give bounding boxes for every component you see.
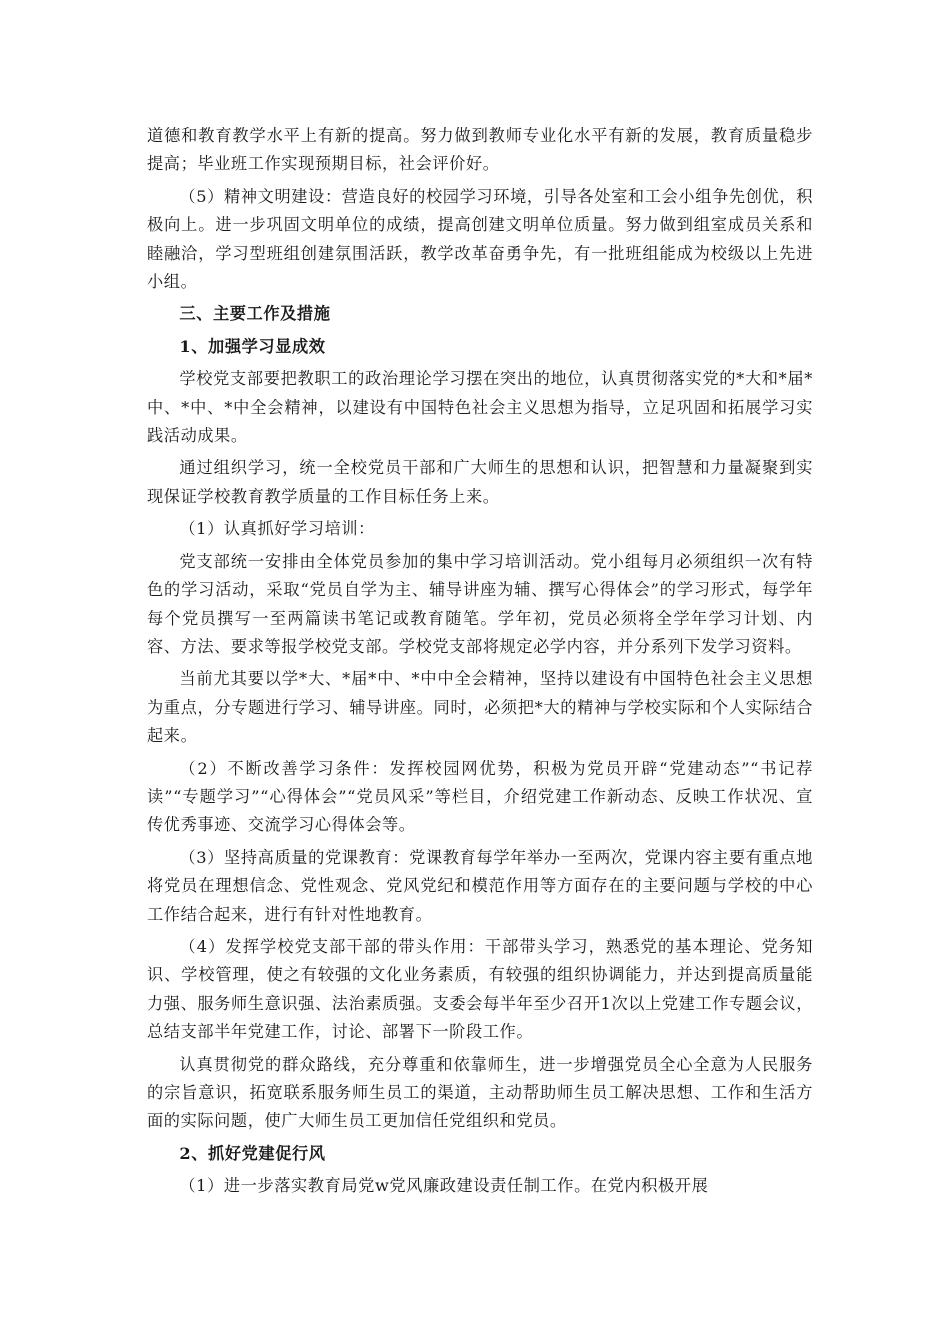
paragraph-study-training-title: （1）认真抓好学习培训： <box>179 519 375 539</box>
paragraph-unify-thinking: 通过组织学习，统一全校党员干部和广大师生的思想和认识，把智慧和力量凝聚到实现保证学校教育教学质量的工作目标任务上来。 <box>147 458 813 506</box>
paragraph-current-focus: 当前尤其要以学*大、*届*中、*中中全会精神，坚持以建设有中国特色社会主义思想为重点，分专题进行学习、辅导讲座。同时，必须把*大的精神与学校实际和个人实际结合起来。 <box>147 669 813 746</box>
document-body <box>147 122 813 1205</box>
subheading-party-building-conduct: 2、抓好党建促行风 <box>179 1143 326 1163</box>
paragraph-political-study: 学校党支部要把教职工的政治理论学习摆在突出的地位，认真贯彻落实党的*大和*届*中、*中、*中全会精神，以建设有中国特色社会主义思想为指导，立足巩固和拓展学习实践活动成果。 <box>147 369 813 446</box>
paragraph-party-lectures: （3）坚持高质量的党课教育：党课教育每学年举办一至两次，党课内容主要有重点地将党员在理想信念、党性观念、党风党纪和模范作用等方面存在的主要问题与学校的中心工作结合起来，进行有针对性地教育。 <box>147 847 813 924</box>
paragraph-centralized-training: 党支部统一安排由全体党员参加的集中学习培训活动。党小组每月必须组织一次有特色的学习活动，采取“党员自学为主、辅导讲座为辅、撰写心得体会”的学习形式，每学年每个党员撰写一至两篇读书笔记或教育随笔。学年初，党员必须将全学年学习计划、内容、方法、要求等报学校党支部。学校党支部将规定必学内容，并分系列下发学习资料。 <box>147 551 813 656</box>
paragraph-cadre-leadership: （4）发挥学校党支部干部的带头作用：干部带头学习，熟悉党的基本理论、党务知识、学校管理，使之有较强的文化业务素质，有较强的组织协调能力，并达到提高质量能力强、服务师生意识强、法治素质强。支委会每半年至少召开1次以上党建工作专题会议，总结支部半年党建工作，讨论、部署下一阶段工作。 <box>147 936 813 1042</box>
paragraph-spiritual-civilization: （5）精神文明建设：营造良好的校园学习环境，引导各处室和工会小组争先创优，积极向上。进一步巩固文明单位的成绩，提高创建文明单位质量。努力做到组室成员关系和睦融洽，学习型班组创建氛围活跃，教学改革奋勇争先，有一批班组能成为校级以上先进小组。 <box>147 186 813 292</box>
subheading-strengthen-study: 1、加强学习显成效 <box>179 336 326 356</box>
paragraph-ethics-continuation: 道德和教育教学水平上有新的提高。努力做到教师专业化水平有新的发展，教育质量稳步提高；毕业班工作实现预期目标，社会评价好。 <box>147 126 813 174</box>
paragraph-mass-line: 认真贯彻党的群众路线，充分尊重和依靠师生，进一步增强党员全心全意为人民服务的宗旨意识，拓宽联系服务师生员工的渠道，主动帮助师生员工解决思想、工作和生活方面的实际问题，使广大师生员工更加信任党组织和党员。 <box>147 1054 813 1131</box>
paragraph-study-conditions: （2）不断改善学习条件：发挥校园网优势，积极为党员开辟“党建动态”“书记荐读”“专题学习”“心得体会”“党员风采”等栏目，介绍党建工作新动态、反映工作状况、宣传优秀事迹、交流学习心得体会等。 <box>147 758 813 835</box>
section-heading-main-work: 三、主要工作及措施 <box>179 304 331 324</box>
paragraph-responsibility-system: （1）进一步落实教育局党w党风廉政建设责任制工作。在党内积极开展 <box>179 1176 709 1196</box>
